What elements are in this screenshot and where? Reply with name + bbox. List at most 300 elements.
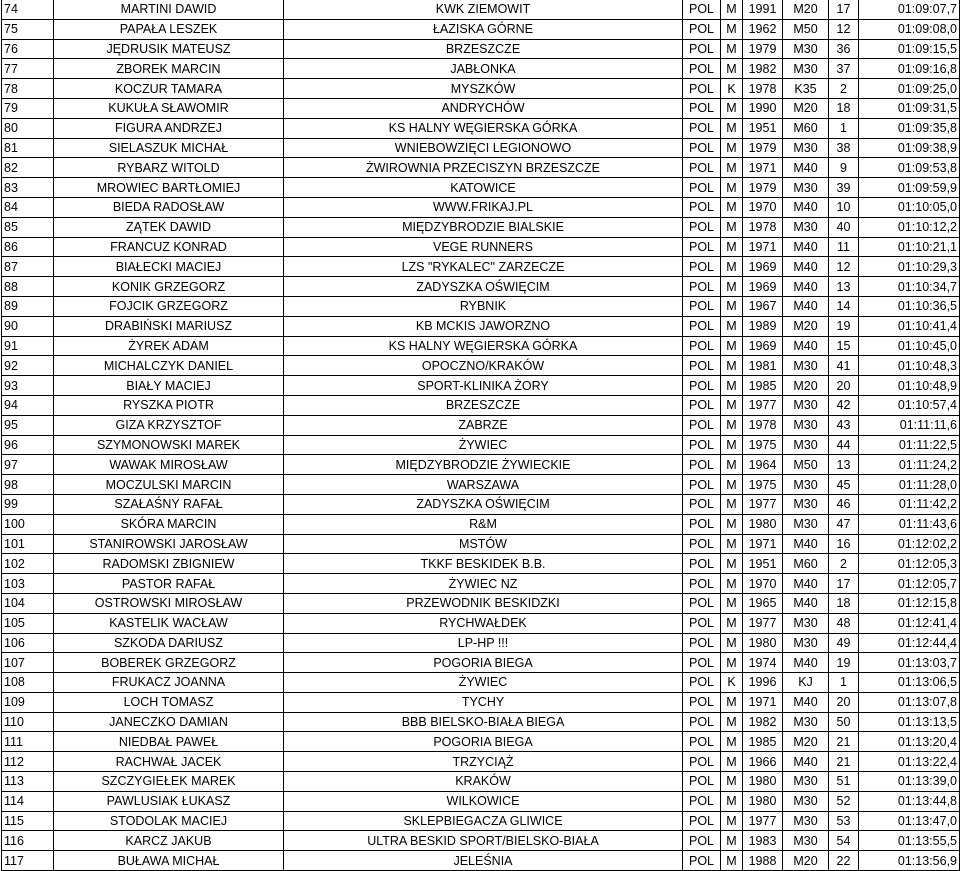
category-place-cell: 49: [829, 633, 859, 653]
sex-cell: M: [721, 455, 743, 475]
sex-cell: M: [721, 574, 743, 594]
place-cell: 99: [2, 494, 54, 514]
sex-cell: M: [721, 257, 743, 277]
category-cell: M60: [783, 554, 829, 574]
country-cell: POL: [683, 98, 721, 118]
category-cell: M30: [783, 791, 829, 811]
category-place-cell: 42: [829, 395, 859, 415]
place-cell: 104: [2, 593, 54, 613]
table-row: [2, 296, 960, 316]
category-place-cell: 52: [829, 791, 859, 811]
category-cell: M40: [783, 653, 829, 673]
category-cell: M20: [783, 0, 829, 19]
finish-time-cell: 01:13:44,8: [859, 791, 960, 811]
country-cell: POL: [683, 237, 721, 257]
finish-time-cell: 01:09:07,7: [859, 0, 960, 19]
table-row: [2, 118, 960, 138]
category-cell: M30: [783, 138, 829, 158]
table-row: [2, 158, 960, 178]
category-place-cell: 21: [829, 752, 859, 772]
club-cell: KS HALNY WĘGIERSKA GÓRKA: [284, 118, 683, 138]
country-cell: POL: [683, 257, 721, 277]
table-row: [2, 534, 960, 554]
birth-year-cell: 1971: [743, 237, 783, 257]
category-place-cell: 12: [829, 19, 859, 39]
table-row: [2, 514, 960, 534]
club-cell: POGORIA BIEGA: [284, 653, 683, 673]
club-cell: PRZEWODNIK BESKIDZKI: [284, 593, 683, 613]
sex-cell: M: [721, 732, 743, 752]
runner-name-cell: SIELASZUK MICHAŁ: [54, 138, 284, 158]
country-cell: POL: [683, 455, 721, 475]
club-cell: ZADYSZKA OŚWIĘCIM: [284, 277, 683, 297]
sex-cell: M: [721, 772, 743, 792]
country-cell: POL: [683, 316, 721, 336]
club-cell: JABŁONKA: [284, 59, 683, 79]
birth-year-cell: 1985: [743, 732, 783, 752]
country-cell: POL: [683, 178, 721, 198]
club-cell: ŻYWIEC: [284, 435, 683, 455]
finish-time-cell: 01:12:02,2: [859, 534, 960, 554]
category-cell: M20: [783, 851, 829, 871]
place-cell: 79: [2, 98, 54, 118]
category-cell: M30: [783, 633, 829, 653]
place-cell: 90: [2, 316, 54, 336]
country-cell: POL: [683, 39, 721, 59]
finish-time-cell: 01:12:15,8: [859, 593, 960, 613]
birth-year-cell: 1985: [743, 376, 783, 396]
country-cell: POL: [683, 197, 721, 217]
club-cell: BRZESZCZE: [284, 39, 683, 59]
sex-cell: M: [721, 712, 743, 732]
birth-year-cell: 1989: [743, 316, 783, 336]
runner-name-cell: RACHWAŁ JACEK: [54, 752, 284, 772]
category-cell: M40: [783, 197, 829, 217]
category-cell: M40: [783, 593, 829, 613]
sex-cell: K: [721, 673, 743, 693]
country-cell: POL: [683, 19, 721, 39]
runner-name-cell: KOCZUR TAMARA: [54, 79, 284, 99]
runner-name-cell: RADOMSKI ZBIGNIEW: [54, 554, 284, 574]
place-cell: 96: [2, 435, 54, 455]
runner-name-cell: STODOLAK MACIEJ: [54, 811, 284, 831]
category-place-cell: 2: [829, 554, 859, 574]
sex-cell: M: [721, 435, 743, 455]
place-cell: 80: [2, 118, 54, 138]
place-cell: 97: [2, 455, 54, 475]
category-cell: M30: [783, 217, 829, 237]
sex-cell: M: [721, 494, 743, 514]
sex-cell: M: [721, 237, 743, 257]
place-cell: 114: [2, 791, 54, 811]
club-cell: KS HALNY WĘGIERSKA GÓRKA: [284, 336, 683, 356]
runner-name-cell: SZKODA DARIUSZ: [54, 633, 284, 653]
finish-time-cell: 01:13:39,0: [859, 772, 960, 792]
finish-time-cell: 01:10:41,4: [859, 316, 960, 336]
table-row: [2, 237, 960, 257]
finish-time-cell: 01:13:56,9: [859, 851, 960, 871]
table-row: [2, 633, 960, 653]
runner-name-cell: KUKUŁA SŁAWOMIR: [54, 98, 284, 118]
table-row: [2, 435, 960, 455]
runner-name-cell: FOJCIK GRZEGORZ: [54, 296, 284, 316]
runner-name-cell: MROWIEC BARTŁOMIEJ: [54, 178, 284, 198]
sex-cell: M: [721, 296, 743, 316]
club-cell: RYBNIK: [284, 296, 683, 316]
birth-year-cell: 1966: [743, 752, 783, 772]
birth-year-cell: 1965: [743, 593, 783, 613]
birth-year-cell: 1991: [743, 0, 783, 19]
sex-cell: M: [721, 197, 743, 217]
category-cell: M40: [783, 257, 829, 277]
country-cell: POL: [683, 79, 721, 99]
finish-time-cell: 01:12:44,4: [859, 633, 960, 653]
category-place-cell: 22: [829, 851, 859, 871]
table-row: [2, 831, 960, 851]
birth-year-cell: 1975: [743, 475, 783, 495]
country-cell: POL: [683, 435, 721, 455]
category-cell: M30: [783, 613, 829, 633]
finish-time-cell: 01:09:35,8: [859, 118, 960, 138]
club-cell: WNIEBOWZIĘCI LEGIONOWO: [284, 138, 683, 158]
place-cell: 84: [2, 197, 54, 217]
runner-name-cell: FRANCUZ KONRAD: [54, 237, 284, 257]
birth-year-cell: 1979: [743, 138, 783, 158]
finish-time-cell: 01:13:55,5: [859, 831, 960, 851]
club-cell: POGORIA BIEGA: [284, 732, 683, 752]
runner-name-cell: PASTOR RAFAŁ: [54, 574, 284, 594]
place-cell: 92: [2, 356, 54, 376]
sex-cell: K: [721, 79, 743, 99]
country-cell: POL: [683, 613, 721, 633]
runner-name-cell: GIZA KRZYSZTOF: [54, 415, 284, 435]
runner-name-cell: BOBEREK GRZEGORZ: [54, 653, 284, 673]
birth-year-cell: 1983: [743, 831, 783, 851]
runner-name-cell: PAWLUSIAK ŁUKASZ: [54, 791, 284, 811]
finish-time-cell: 01:11:22,5: [859, 435, 960, 455]
club-cell: KWK ZIEMOWIT: [284, 0, 683, 19]
category-cell: M30: [783, 356, 829, 376]
category-place-cell: 47: [829, 514, 859, 534]
table-row: [2, 613, 960, 633]
category-cell: M20: [783, 316, 829, 336]
place-cell: 107: [2, 653, 54, 673]
runner-name-cell: SZYMONOWSKI MAREK: [54, 435, 284, 455]
country-cell: POL: [683, 732, 721, 752]
runner-name-cell: WAWAK MIROSŁAW: [54, 455, 284, 475]
birth-year-cell: 1971: [743, 534, 783, 554]
category-cell: M30: [783, 772, 829, 792]
club-cell: ŻYWIEC: [284, 673, 683, 693]
club-cell: BBB BIELSKO-BIAŁA BIEGA: [284, 712, 683, 732]
place-cell: 98: [2, 475, 54, 495]
place-cell: 76: [2, 39, 54, 59]
country-cell: POL: [683, 138, 721, 158]
club-cell: ZADYSZKA OŚWIĘCIM: [284, 494, 683, 514]
country-cell: POL: [683, 673, 721, 693]
table-row: [2, 217, 960, 237]
place-cell: 112: [2, 752, 54, 772]
birth-year-cell: 1996: [743, 673, 783, 693]
finish-time-cell: 01:10:57,4: [859, 395, 960, 415]
table-row: [2, 138, 960, 158]
finish-time-cell: 01:13:03,7: [859, 653, 960, 673]
category-cell: M40: [783, 752, 829, 772]
category-place-cell: 10: [829, 197, 859, 217]
sex-cell: M: [721, 98, 743, 118]
category-cell: M50: [783, 19, 829, 39]
category-place-cell: 13: [829, 277, 859, 297]
sex-cell: M: [721, 336, 743, 356]
finish-time-cell: 01:09:15,5: [859, 39, 960, 59]
category-cell: M40: [783, 296, 829, 316]
birth-year-cell: 1969: [743, 257, 783, 277]
runner-name-cell: MOCZULSKI MARCIN: [54, 475, 284, 495]
birth-year-cell: 1969: [743, 336, 783, 356]
club-cell: BRZESZCZE: [284, 395, 683, 415]
table-row: [2, 494, 960, 514]
runner-name-cell: LOCH TOMASZ: [54, 692, 284, 712]
place-cell: 77: [2, 59, 54, 79]
table-row: [2, 851, 960, 871]
sex-cell: M: [721, 514, 743, 534]
category-cell: M30: [783, 514, 829, 534]
category-cell: M40: [783, 158, 829, 178]
table-row: [2, 59, 960, 79]
category-place-cell: 19: [829, 653, 859, 673]
category-place-cell: 40: [829, 217, 859, 237]
sex-cell: M: [721, 653, 743, 673]
club-cell: KATOWICE: [284, 178, 683, 198]
runner-name-cell: JANECZKO DAMIAN: [54, 712, 284, 732]
place-cell: 109: [2, 692, 54, 712]
runner-name-cell: FIGURA ANDRZEJ: [54, 118, 284, 138]
table-row: [2, 692, 960, 712]
birth-year-cell: 1979: [743, 178, 783, 198]
club-cell: MSTÓW: [284, 534, 683, 554]
country-cell: POL: [683, 296, 721, 316]
country-cell: POL: [683, 395, 721, 415]
runner-name-cell: FRUKACZ JOANNA: [54, 673, 284, 693]
table-row: [2, 39, 960, 59]
birth-year-cell: 1974: [743, 653, 783, 673]
club-cell: TRZYCIĄŻ: [284, 752, 683, 772]
category-place-cell: 20: [829, 692, 859, 712]
category-place-cell: 13: [829, 455, 859, 475]
country-cell: POL: [683, 831, 721, 851]
category-place-cell: 45: [829, 475, 859, 495]
runner-name-cell: STANIROWSKI JAROSŁAW: [54, 534, 284, 554]
birth-year-cell: 1964: [743, 455, 783, 475]
table-row: [2, 0, 960, 19]
finish-time-cell: 01:10:48,9: [859, 376, 960, 396]
sex-cell: M: [721, 613, 743, 633]
club-cell: OPOCZNO/KRAKÓW: [284, 356, 683, 376]
club-cell: SKLEPBIEGACZA GLIWICE: [284, 811, 683, 831]
category-place-cell: 1: [829, 118, 859, 138]
birth-year-cell: 1982: [743, 712, 783, 732]
sex-cell: M: [721, 356, 743, 376]
runner-name-cell: MICHALCZYK DANIEL: [54, 356, 284, 376]
club-cell: KRAKÓW: [284, 772, 683, 792]
table-row: [2, 376, 960, 396]
category-place-cell: 21: [829, 732, 859, 752]
finish-time-cell: 01:10:36,5: [859, 296, 960, 316]
sex-cell: M: [721, 554, 743, 574]
club-cell: MIĘDZYBRODZIE BIALSKIE: [284, 217, 683, 237]
finish-time-cell: 01:09:38,9: [859, 138, 960, 158]
place-cell: 101: [2, 534, 54, 554]
place-cell: 86: [2, 237, 54, 257]
club-cell: MIĘDZYBRODZIE ŻYWIECKIE: [284, 455, 683, 475]
category-cell: M60: [783, 118, 829, 138]
birth-year-cell: 1990: [743, 98, 783, 118]
country-cell: POL: [683, 554, 721, 574]
country-cell: POL: [683, 118, 721, 138]
sex-cell: M: [721, 217, 743, 237]
birth-year-cell: 1977: [743, 613, 783, 633]
finish-time-cell: 01:13:06,5: [859, 673, 960, 693]
place-cell: 108: [2, 673, 54, 693]
table-row: [2, 277, 960, 297]
country-cell: POL: [683, 692, 721, 712]
club-cell: JELEŚNIA: [284, 851, 683, 871]
runner-name-cell: DRABIŃSKI MARIUSZ: [54, 316, 284, 336]
place-cell: 100: [2, 514, 54, 534]
country-cell: POL: [683, 356, 721, 376]
place-cell: 87: [2, 257, 54, 277]
category-cell: M30: [783, 395, 829, 415]
birth-year-cell: 1951: [743, 118, 783, 138]
country-cell: POL: [683, 514, 721, 534]
runner-name-cell: BIAŁY MACIEJ: [54, 376, 284, 396]
birth-year-cell: 1980: [743, 772, 783, 792]
finish-time-cell: 01:09:59,9: [859, 178, 960, 198]
runner-name-cell: SZAŁAŚNY RAFAŁ: [54, 494, 284, 514]
runner-name-cell: ŻYREK ADAM: [54, 336, 284, 356]
table-row: [2, 316, 960, 336]
sex-cell: M: [721, 633, 743, 653]
table-row: [2, 79, 960, 99]
birth-year-cell: 1977: [743, 494, 783, 514]
category-place-cell: 48: [829, 613, 859, 633]
finish-time-cell: 01:11:43,6: [859, 514, 960, 534]
category-place-cell: 50: [829, 712, 859, 732]
finish-time-cell: 01:11:11,6: [859, 415, 960, 435]
runner-name-cell: SZCZYGIEŁEK MAREK: [54, 772, 284, 792]
place-cell: 113: [2, 772, 54, 792]
finish-time-cell: 01:09:25,0: [859, 79, 960, 99]
place-cell: 83: [2, 178, 54, 198]
birth-year-cell: 1969: [743, 277, 783, 297]
category-place-cell: 16: [829, 534, 859, 554]
category-cell: M20: [783, 732, 829, 752]
birth-year-cell: 1980: [743, 633, 783, 653]
category-cell: M40: [783, 336, 829, 356]
table-row: [2, 455, 960, 475]
club-cell: R&M: [284, 514, 683, 534]
runner-name-cell: RYSZKA PIOTR: [54, 395, 284, 415]
runner-name-cell: BUŁAWA MICHAŁ: [54, 851, 284, 871]
runner-name-cell: ZBOREK MARCIN: [54, 59, 284, 79]
category-cell: M30: [783, 39, 829, 59]
place-cell: 82: [2, 158, 54, 178]
country-cell: POL: [683, 217, 721, 237]
category-place-cell: 14: [829, 296, 859, 316]
results-body: [2, 0, 960, 871]
finish-time-cell: 01:10:34,7: [859, 277, 960, 297]
finish-time-cell: 01:10:05,0: [859, 197, 960, 217]
country-cell: POL: [683, 633, 721, 653]
category-cell: M30: [783, 59, 829, 79]
birth-year-cell: 1977: [743, 395, 783, 415]
sex-cell: M: [721, 316, 743, 336]
club-cell: LZS "RYKALEC" ZARZECZE: [284, 257, 683, 277]
club-cell: ŻWIROWNIA PRZECISZYN BRZESZCZE: [284, 158, 683, 178]
runner-name-cell: SKÓRA MARCIN: [54, 514, 284, 534]
table-row: [2, 257, 960, 277]
finish-time-cell: 01:12:41,4: [859, 613, 960, 633]
sex-cell: M: [721, 277, 743, 297]
category-cell: M20: [783, 98, 829, 118]
finish-time-cell: 01:12:05,3: [859, 554, 960, 574]
place-cell: 93: [2, 376, 54, 396]
finish-time-cell: 01:12:05,7: [859, 574, 960, 594]
finish-time-cell: 01:13:07,8: [859, 692, 960, 712]
sex-cell: M: [721, 851, 743, 871]
table-row: [2, 673, 960, 693]
sex-cell: M: [721, 376, 743, 396]
category-cell: M30: [783, 811, 829, 831]
finish-time-cell: 01:09:16,8: [859, 59, 960, 79]
sex-cell: M: [721, 692, 743, 712]
birth-year-cell: 1971: [743, 692, 783, 712]
sex-cell: M: [721, 19, 743, 39]
category-place-cell: 39: [829, 178, 859, 198]
country-cell: POL: [683, 791, 721, 811]
runner-name-cell: ZĄTEK DAWID: [54, 217, 284, 237]
place-cell: 117: [2, 851, 54, 871]
country-cell: POL: [683, 494, 721, 514]
table-row: [2, 752, 960, 772]
place-cell: 110: [2, 712, 54, 732]
runner-name-cell: PAPAŁA LESZEK: [54, 19, 284, 39]
club-cell: ZABRZE: [284, 415, 683, 435]
finish-time-cell: 01:11:28,0: [859, 475, 960, 495]
runner-name-cell: MARTINI DAWID: [54, 0, 284, 19]
table-row: [2, 653, 960, 673]
country-cell: POL: [683, 712, 721, 732]
club-cell: ANDRYCHÓW: [284, 98, 683, 118]
country-cell: POL: [683, 534, 721, 554]
category-place-cell: 2: [829, 79, 859, 99]
place-cell: 85: [2, 217, 54, 237]
birth-year-cell: 1977: [743, 811, 783, 831]
country-cell: POL: [683, 475, 721, 495]
finish-time-cell: 01:09:31,5: [859, 98, 960, 118]
category-cell: M30: [783, 712, 829, 732]
finish-time-cell: 01:10:12,2: [859, 217, 960, 237]
category-place-cell: 44: [829, 435, 859, 455]
birth-year-cell: 1962: [743, 19, 783, 39]
place-cell: 106: [2, 633, 54, 653]
table-row: [2, 98, 960, 118]
category-cell: M30: [783, 435, 829, 455]
birth-year-cell: 1951: [743, 554, 783, 574]
table-row: [2, 811, 960, 831]
place-cell: 89: [2, 296, 54, 316]
category-cell: M40: [783, 574, 829, 594]
